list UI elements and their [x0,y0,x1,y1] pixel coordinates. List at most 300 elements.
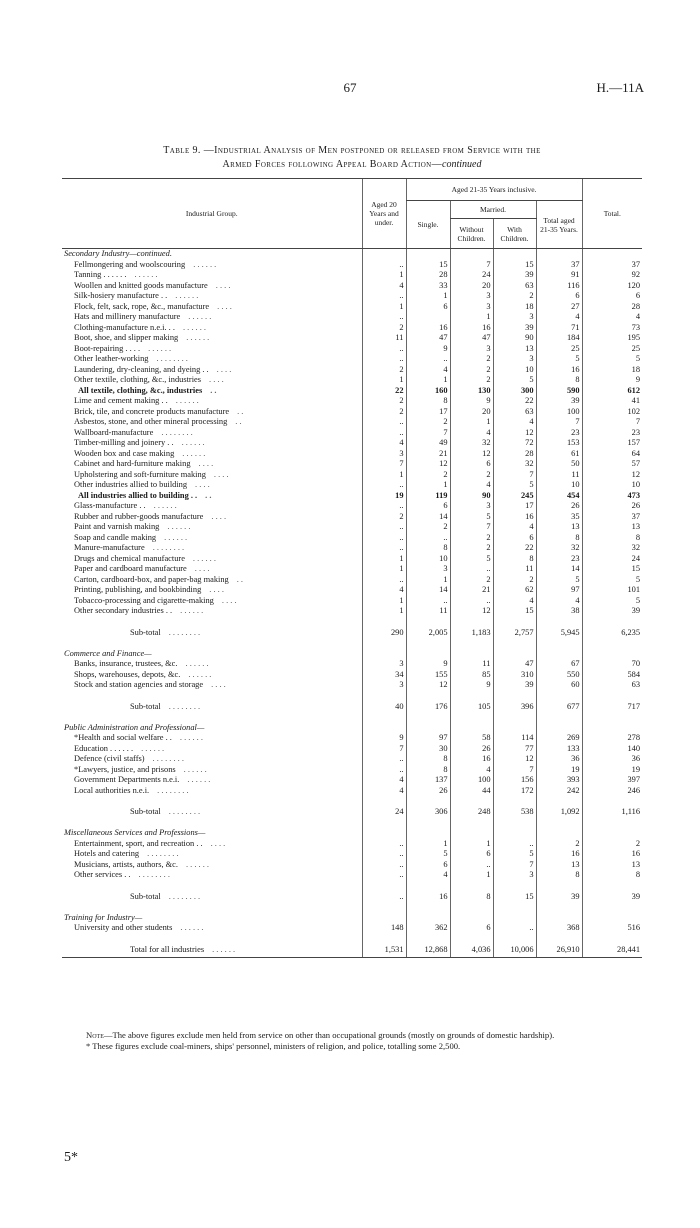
table-row [62,786,642,797]
row-label [62,596,362,607]
value-cell: 1 [362,606,406,617]
table-row [62,733,642,744]
row-label-text: University and other students [74,923,173,932]
leader-dots: . . . . . . [180,606,204,615]
row-label-text: Education . . . . . . [74,743,134,753]
value-cell: 1 [362,302,406,313]
leader-dots: . . . . [217,301,232,311]
spacer-cell [582,640,642,649]
value-cell: 63 [493,281,536,292]
value-cell: 91 [536,270,582,281]
leader-dots: . . [235,417,242,426]
value-cell: 26 [406,786,450,797]
spacer-cell [406,881,450,890]
value-cell: 60 [536,680,582,691]
value-cell: 8 [582,870,642,881]
value-cell: 38 [536,606,582,617]
value-cell: 2 [450,354,493,365]
leader-dots: . . . . . . [188,669,212,679]
value-cell: 7 [362,744,406,755]
row-label [62,700,362,714]
leader-dots: . . . . [195,480,210,489]
value-cell: 140 [582,744,642,755]
value-cell: 5 [493,849,536,860]
section-heading-row [62,723,642,734]
value-cell: 3 [450,344,493,355]
industrial-analysis-table [62,178,642,958]
value-cell: 6 [406,302,450,313]
leader-dots: . . . . . . [179,733,203,742]
spacer-row [62,819,642,828]
value-cell: 58 [450,733,493,744]
value-cell: 13 [582,860,642,871]
header-aged-21-35: Aged 21-35 Years inclusive. [406,179,582,201]
table-row [62,396,642,407]
spacer-row [62,881,642,890]
value-cell: 4 [450,480,493,491]
leader-dots: . . . . . . [164,532,188,542]
row-label [62,626,362,640]
value-cell: 7 [582,417,642,428]
value-cell: 6 [406,860,450,871]
value-cell: 10 [582,480,642,491]
value-cell: 5 [582,354,642,365]
value-cell: 172 [493,786,536,797]
value-cell: 14 [406,512,450,523]
value-cell: 717 [582,700,642,714]
value-cell: 64 [582,449,642,460]
value-cell: 22 [493,396,536,407]
value-cell: 37 [582,512,642,523]
value-cell: 11 [493,564,536,575]
spacer-cell [406,714,450,723]
value-cell: 4 [450,765,493,776]
row-label [62,765,362,776]
row-label [62,333,362,344]
spacer-cell [406,617,450,626]
row-label [62,270,362,281]
leader-dots: . . . . . . [182,322,206,332]
value-cell [406,312,450,323]
value-cell: 2 [493,291,536,302]
value-cell: 156 [493,775,536,786]
value-cell: 41 [582,396,642,407]
value-cell: 27 [536,302,582,313]
row-label [62,480,362,491]
row-label [62,860,362,871]
subtotal-row [62,626,642,640]
row-label-text: Banks, insurance, trustees, &c. [74,659,178,668]
value-cell: 2 [450,533,493,544]
value-cell: 36 [582,754,642,765]
value-cell: .. [362,501,406,512]
row-label [62,407,362,418]
table-header [62,179,642,249]
value-cell: 2 [536,839,582,850]
value-cell: 11 [536,470,582,481]
row-label-text: Upholstering and soft-furniture making [74,469,206,479]
value-cell: 23 [536,428,582,439]
row-label [62,786,362,797]
value-cell: 4 [362,775,406,786]
row-label-text: Training for Industry— [64,912,143,922]
table-row [62,333,642,344]
value-cell: 97 [406,733,450,744]
value-cell: 13 [493,344,536,355]
row-label-text: Asbestos, stone, and other mineral processing [74,417,228,426]
spacer-cell [536,934,582,943]
spacer-cell [62,796,362,805]
row-label-text: Carton, cardboard-box, and paper-bag making [74,574,229,584]
value-cell: 22 [493,543,536,554]
value-cell: .. [362,533,406,544]
leader-dots: . . . . . . [185,659,209,668]
data-table-wrapper [62,178,642,958]
row-label-text: Drugs and chemical manufacture [74,553,185,563]
spacer-cell [62,881,362,890]
value-cell: 63 [493,407,536,418]
value-cell: 8 [536,375,582,386]
table-row [62,870,642,881]
value-cell [362,249,406,260]
value-cell: 62 [493,585,536,596]
value-cell: 368 [536,923,582,934]
value-cell: 393 [536,775,582,786]
row-label-text: Paper and cardboard manufacture [74,564,187,573]
row-label-text: Sub-total [130,627,161,637]
value-cell: 39 [493,323,536,334]
leader-dots: . . [205,490,212,500]
value-cell [362,649,406,660]
spacer-cell [362,796,406,805]
row-label [62,281,362,292]
value-cell: 15 [493,890,536,904]
footnote-label: Note [86,1030,104,1040]
value-cell: 8 [450,890,493,904]
value-cell: 269 [536,733,582,744]
title-line-1: Table 9. —Industrial Analysis of Men postponed or released from Service with the [163,145,541,156]
value-cell: 16 [582,849,642,860]
value-cell: 2,757 [493,626,536,640]
spacer-cell [406,934,450,943]
value-cell: 23 [582,428,642,439]
value-cell: 7 [493,860,536,871]
leader-dots: . . . . . . [141,743,165,753]
value-cell: 11 [362,333,406,344]
value-cell: 2,005 [406,626,450,640]
spacer-cell [362,691,406,700]
value-cell: 32 [493,459,536,470]
value-cell: 2 [362,365,406,376]
value-cell: 39 [536,396,582,407]
value-cell: 550 [536,670,582,681]
table-row [62,543,642,554]
value-cell: 6 [536,291,582,302]
value-cell: 7 [450,260,493,271]
leader-dots: . . . . . . [182,448,206,458]
value-cell: 1 [450,417,493,428]
value-cell: 47 [493,659,536,670]
spacer-cell [582,714,642,723]
value-cell [536,828,582,839]
row-label [62,723,362,734]
value-cell: 71 [536,323,582,334]
value-cell: 8 [493,554,536,565]
subtotal-row [62,805,642,819]
header-without-children: Without Children. [450,219,493,249]
spacer-cell [536,904,582,913]
table-row [62,754,642,765]
value-cell: 2 [406,417,450,428]
row-label-text: Wallboard-manufacture [74,427,154,437]
value-cell: 4 [362,438,406,449]
value-cell: 8 [406,396,450,407]
value-cell: 195 [582,333,642,344]
value-cell: 39 [582,890,642,904]
row-label [62,606,362,617]
spacer-cell [582,617,642,626]
value-cell: 1 [362,596,406,607]
leader-dots: . . . . . . [134,270,158,279]
value-cell: 85 [450,670,493,681]
spacer-cell [62,714,362,723]
value-cell: 26 [536,501,582,512]
value-cell: 19 [536,765,582,776]
value-cell: 39 [493,270,536,281]
value-cell: 1,092 [536,805,582,819]
value-cell: .. [362,839,406,850]
table-row [62,260,642,271]
value-cell: 9 [406,344,450,355]
value-cell: 19 [362,491,406,502]
leader-dots: . . . . . . [167,522,191,531]
row-label [62,501,362,512]
value-cell: 153 [536,438,582,449]
table-row [62,375,642,386]
value-cell: 73 [582,323,642,334]
value-cell: 90 [493,333,536,344]
value-cell: 155 [406,670,450,681]
value-cell: 23 [536,554,582,565]
value-cell: 18 [582,365,642,376]
value-cell [493,828,536,839]
value-cell [493,913,536,924]
value-cell: 14 [536,564,582,575]
row-label-text: Flock, felt, sack, rope, &c., manufacture [74,301,210,311]
value-cell: 6 [450,459,493,470]
header-single: Single. [406,201,450,249]
value-cell: 49 [406,438,450,449]
value-cell: 1 [362,375,406,386]
section-heading-row [62,249,642,260]
table-row [62,659,642,670]
row-label-text: Secondary Industry—continued. [64,249,172,258]
value-cell: 3 [362,449,406,460]
value-cell: 24 [582,554,642,565]
value-cell: 4 [362,585,406,596]
value-cell [406,249,450,260]
row-label-text: Tanning . . . . . . [74,270,127,279]
spacer-cell [362,904,406,913]
table-row [62,744,642,755]
value-cell: 137 [406,775,450,786]
value-cell: 245 [493,491,536,502]
row-label [62,543,362,554]
value-cell: .. [406,596,450,607]
row-label-text: Soap and candle making [74,532,157,542]
value-cell: 8 [536,533,582,544]
value-cell: 20 [450,407,493,418]
value-cell: 278 [582,733,642,744]
value-cell: 12 [406,459,450,470]
value-cell: 16 [450,323,493,334]
value-cell: 242 [536,786,582,797]
value-cell [406,913,450,924]
value-cell: 35 [536,512,582,523]
value-cell: 1,531 [362,943,406,958]
spacer-cell [536,796,582,805]
value-cell: .. [493,839,536,850]
leader-dots: . . . . . . [185,859,210,869]
value-cell: .. [362,754,406,765]
value-cell: .. [362,291,406,302]
row-label [62,365,362,376]
spacer-cell [362,714,406,723]
table-row [62,344,642,355]
spacer-cell [493,796,536,805]
value-cell: 12 [582,470,642,481]
value-cell: 1 [362,564,406,575]
leader-dots: . . . . [213,469,229,479]
subtotal-row [62,890,642,904]
value-cell: 26,910 [536,943,582,958]
page-signature-mark: 5* [64,1150,78,1165]
value-cell: .. [450,596,493,607]
value-cell [582,649,642,660]
value-cell: 16 [493,512,536,523]
value-cell: 39 [493,680,536,691]
footnote-1: Note—The above figures exclude men held from service on other than occupational grounds (mostly on grounds of domestic hardship). [86,1030,555,1040]
spacer-cell [406,904,450,913]
grand-total-row [62,943,642,958]
value-cell: 6 [450,923,493,934]
value-cell: 63 [582,680,642,691]
value-cell: 1 [406,575,450,586]
value-cell: 44 [450,786,493,797]
value-cell: 2 [362,407,406,418]
spacer-row [62,714,642,723]
value-cell: 612 [582,386,642,397]
row-label [62,839,362,850]
spacer-cell [582,691,642,700]
row-label-text: Shops, warehouses, depots, &c. [74,669,181,679]
value-cell: 5 [406,849,450,860]
value-cell: 114 [493,733,536,744]
value-cell: .. [362,860,406,871]
spacer-row [62,904,642,913]
section-heading-row [62,649,642,660]
row-label-text: Hats and millinery manufacture [74,312,181,321]
value-cell: 5,945 [536,626,582,640]
leader-dots: . . . . . . [148,343,172,353]
value-cell: 28 [493,449,536,460]
row-label [62,291,362,302]
value-cell: 15 [493,606,536,617]
row-label [62,417,362,428]
leader-dots: . . . . . . [193,259,217,269]
row-label [62,575,362,586]
row-label-text: Local authorities n.e.i. [74,785,150,795]
value-cell: 1,116 [582,805,642,819]
value-cell: 32 [582,543,642,554]
row-label-text: Printing, publishing, and bookbinding [74,585,202,594]
value-cell [536,723,582,734]
table-row [62,923,642,934]
value-cell: 119 [406,491,450,502]
leader-dots: . . . . . . [181,438,205,447]
value-cell: .. [362,417,406,428]
spacer-cell [493,934,536,943]
value-cell: 36 [536,754,582,765]
value-cell: 20 [450,281,493,292]
header-aged-20: Aged 20 Years and under. [362,179,406,249]
value-cell: 32 [536,543,582,554]
spacer-cell [493,617,536,626]
value-cell: 17 [406,407,450,418]
section-heading-row [62,828,642,839]
value-cell: 306 [406,805,450,819]
value-cell: 70 [582,659,642,670]
value-cell: 14 [406,585,450,596]
value-cell: 8 [536,870,582,881]
leader-dots: . . . . . . [186,333,210,342]
header-industrial-group: Industrial Group. [62,179,362,249]
leader-dots: . . . . . . [188,312,212,321]
value-cell: 15 [582,564,642,575]
value-cell [450,649,493,660]
value-cell: 21 [450,585,493,596]
value-cell: 15 [406,260,450,271]
value-cell: 12 [493,428,536,439]
value-cell: .. [362,890,406,904]
value-cell [450,723,493,734]
table-row [62,575,642,586]
value-cell: 120 [582,281,642,292]
header-with-children: With Children. [493,219,536,249]
leader-dots: . . [210,385,217,395]
table-row [62,365,642,376]
row-label-text: Manure-manufacture [74,543,145,552]
table-row [62,459,642,470]
leader-dots: . . . . [211,680,226,689]
row-label [62,554,362,565]
row-label-text: Other leather-working [74,354,149,363]
value-cell [450,828,493,839]
value-cell: 3 [362,659,406,670]
value-cell [362,723,406,734]
value-cell: 7 [536,417,582,428]
value-cell: 300 [493,386,536,397]
spacer-cell [582,819,642,828]
footnotes [64,1030,644,1052]
value-cell: 67 [536,659,582,670]
value-cell: 28,441 [582,943,642,958]
value-cell: 16 [536,849,582,860]
value-cell: 12 [450,606,493,617]
leader-dots: . . . . [194,564,210,573]
title-continued: continued [442,159,482,170]
leader-dots: . . . . . . . . [161,427,193,437]
